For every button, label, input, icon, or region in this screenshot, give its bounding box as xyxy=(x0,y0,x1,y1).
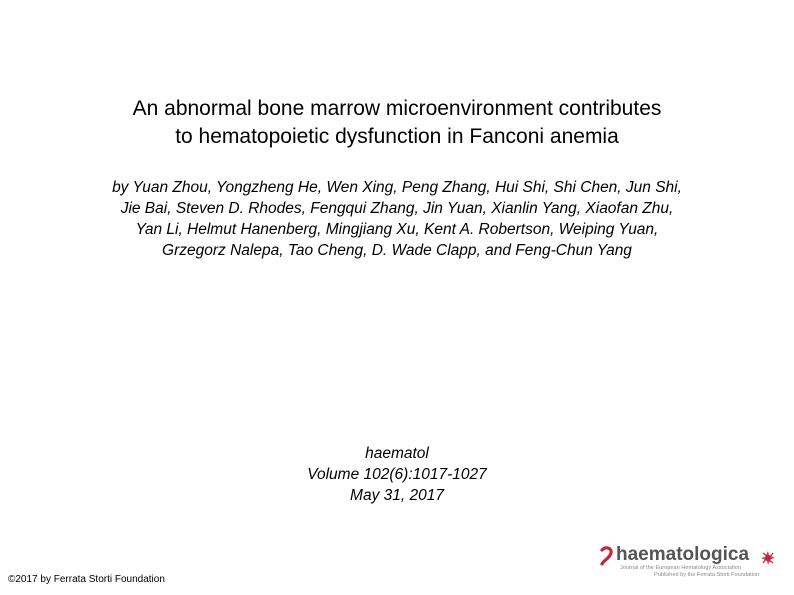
logo-accent-mark xyxy=(602,548,611,564)
rosette-icon xyxy=(761,551,775,565)
title-line-1: An abnormal bone marrow microenvironment contributes xyxy=(132,97,662,120)
title-line-2: to hematopoietic dysfunction in Fanconi anemia xyxy=(175,125,619,148)
authors-line-3: Yan Li, Helmut Hanenberg, Mingjiang Xu, Kent A. Robertson, Weiping Yuan, xyxy=(135,221,659,238)
authors-line-4: Grzegorz Nalepa, Tao Cheng, D. Wade Clapp, and Feng-Chun Yang xyxy=(162,242,632,259)
article-title xyxy=(40,95,754,151)
volume-pages: Volume 102(6):1017-1027 xyxy=(307,466,487,483)
journal-name: haematol xyxy=(365,445,429,462)
logo-tagline-2: Published by the Ferrata Storti Foundation xyxy=(654,572,760,578)
logo-tagline-1: Journal of the European Hematology Association xyxy=(620,565,741,571)
authors-line-1: by Yuan Zhou, Yongzheng He, Wen Xing, Peng Zhang, Hui Shi, Shi Chen, Jun Shi, xyxy=(112,179,682,196)
publication-date: May 31, 2017 xyxy=(350,487,444,504)
citation-block xyxy=(220,443,574,506)
author-list xyxy=(40,177,754,261)
journal-logo xyxy=(598,538,783,580)
journal-logo-graphic xyxy=(598,538,783,580)
copyright-notice: ©2017 by Ferrata Storti Foundation xyxy=(8,574,165,585)
authors-line-2: Jie Bai, Steven D. Rhodes, Fengqui Zhang, Jin Yuan, Xianlin Yang, Xiaofan Zhu, xyxy=(120,200,674,217)
logo-wordmark: haematologica xyxy=(616,544,750,565)
